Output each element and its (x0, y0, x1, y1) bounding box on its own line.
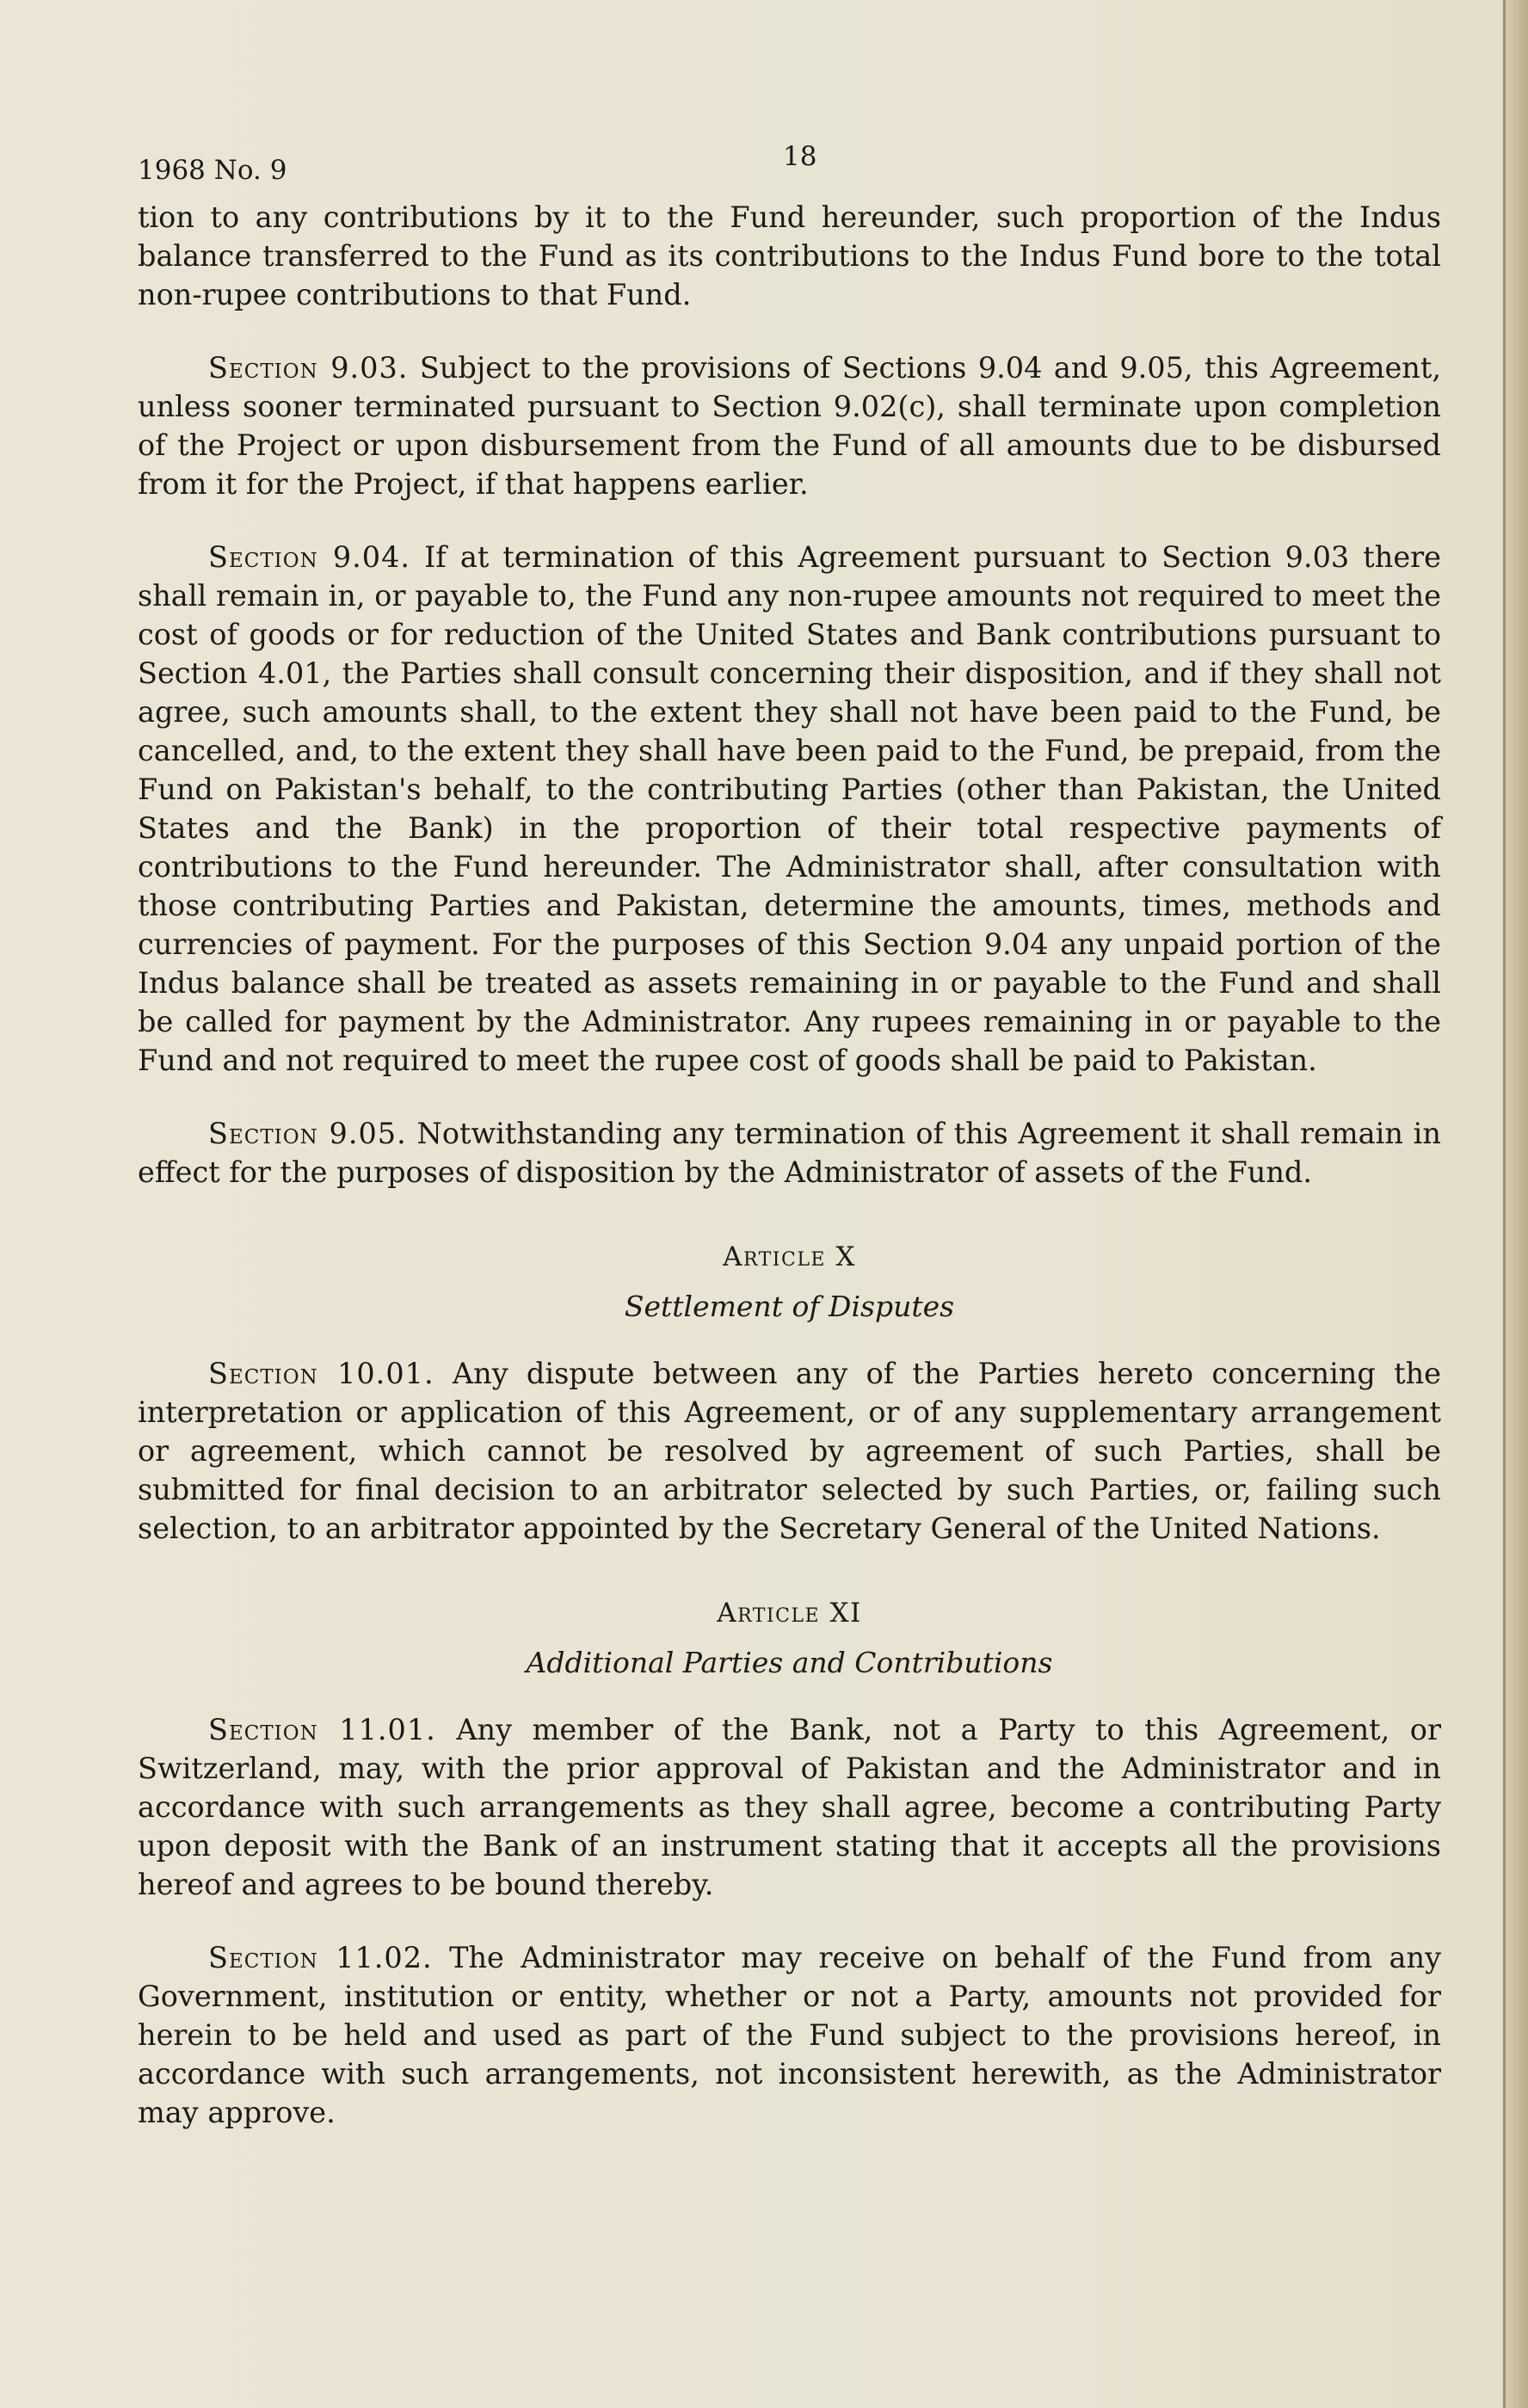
article-x-subheading: Settlement of Disputes (624, 1290, 955, 1323)
section-9-03 (138, 348, 1441, 503)
section-text: Subject to the provisions of Sections 9.04 and 9.05, this Agreement, unless sooner terminated pursuant to Section 9.02(c), shall terminate upon completion of the Project or upon disbursement from the Fund of all amounts due to be disbursed from it for the Project, if that happens earlier. (138, 351, 1441, 501)
section-11-01 (138, 1710, 1441, 1904)
section-11-02 (138, 1938, 1441, 2132)
running-header (138, 138, 1441, 198)
header-year-number: 1968 No. 9 (138, 155, 287, 186)
section-label: Section 11.01. (208, 1713, 436, 1746)
section-text: If at termination of this Agreement pursuant to Section 9.03 there shall remain in, or payable to, the Fund any non-rupee amounts not required to meet the cost of goods or for reduction of the United States and Bank contributions pursuant to Section 4.01, the Parties shall consult concerning their disposition, and if they shall not agree, such amounts shall, to the extent they shall not have been paid to the Fund, be cancelled, and, to the extent they shall have been paid to the Fund, be prepaid, from the Fund on Pakistan's behalf, to the contributing Parties (other than Pakistan, the United States and the Bank) in the proportion of their total respective payments of contributions to the Fund hereunder. The Administrator shall, after consultation with those contributing Parties and Pakistan, determine the amounts, times, methods and currencies of payment. For the purposes of this Section 9.04 any unpaid portion of the Indus balance shall be treated as assets remaining in or payable to the Fund and shall be called for payment by the Administrator. Any rupees remaining in or payable to the Fund and not required to meet the rupee cost of goods shall be paid to Pakistan. (138, 540, 1441, 1077)
article-xi-subheading: Additional Parties and Contributions (526, 1646, 1053, 1679)
page-number: 18 (783, 141, 817, 172)
section-text: The Administrator may receive on behalf of the Fund from any Government, institution or entity, whether or not a Party, amounts not provided for herein to be held and used as part of the Fund subject to the provisions hereof, in accordance with such arrangements, not inconsistent herewith, as the Administrator may approve. (138, 1941, 1442, 2129)
section-10-01 (138, 1354, 1441, 1548)
article-x-heading: Article X (723, 1241, 856, 1272)
section-text: Notwithstanding any termination of this Agreement it shall remain in effect for the purposes of disposition by the Administrator of assets of the Fund. (138, 1117, 1441, 1189)
section-label: Section 9.03. (208, 351, 409, 385)
section-text: Any dispute between any of the Parties hereto concerning the interpretation or application of this Agreement, or of any supplementary arrangement or agreement, which cannot be resolved by agreement of such Parties, shall be submitted for final decision to an arbitrator selected by such Parties, or, failing such selection, to an arbitrator appointed by the Secretary General of the United Nations. (138, 1357, 1441, 1545)
binding-shadow-line (1503, 0, 1506, 2408)
section-label: Section 10.01. (208, 1357, 434, 1390)
section-9-05 (138, 1114, 1441, 1192)
article-xi-heading: Article XI (717, 1598, 862, 1629)
document-body (138, 138, 1441, 2166)
section-label: Section 9.04. (208, 540, 411, 574)
page-binding-edge (1502, 0, 1528, 2408)
section-text: Any member of the Bank, not a Party to this Agreement, or Switzerland, may, with the prior approval of Pakistan and the Administrator and in accordance with such arrangements as they shall agree, become a contributing Party upon deposit with the Bank of an instrument stating that it accepts all the provisions hereof and agrees to be bound thereby. (138, 1713, 1441, 1901)
paragraph-continuation: tion to any contributions by it to the Fund hereunder, such proportion of the Indus balance transferred to the Fund as its contributions to the Indus Fund bore to the total non-rupee contributions to that Fund. (138, 200, 1441, 311)
section-9-04 (138, 538, 1441, 1080)
section-label: Section 11.02. (208, 1941, 433, 1974)
section-label: Section 9.05. (208, 1117, 407, 1150)
